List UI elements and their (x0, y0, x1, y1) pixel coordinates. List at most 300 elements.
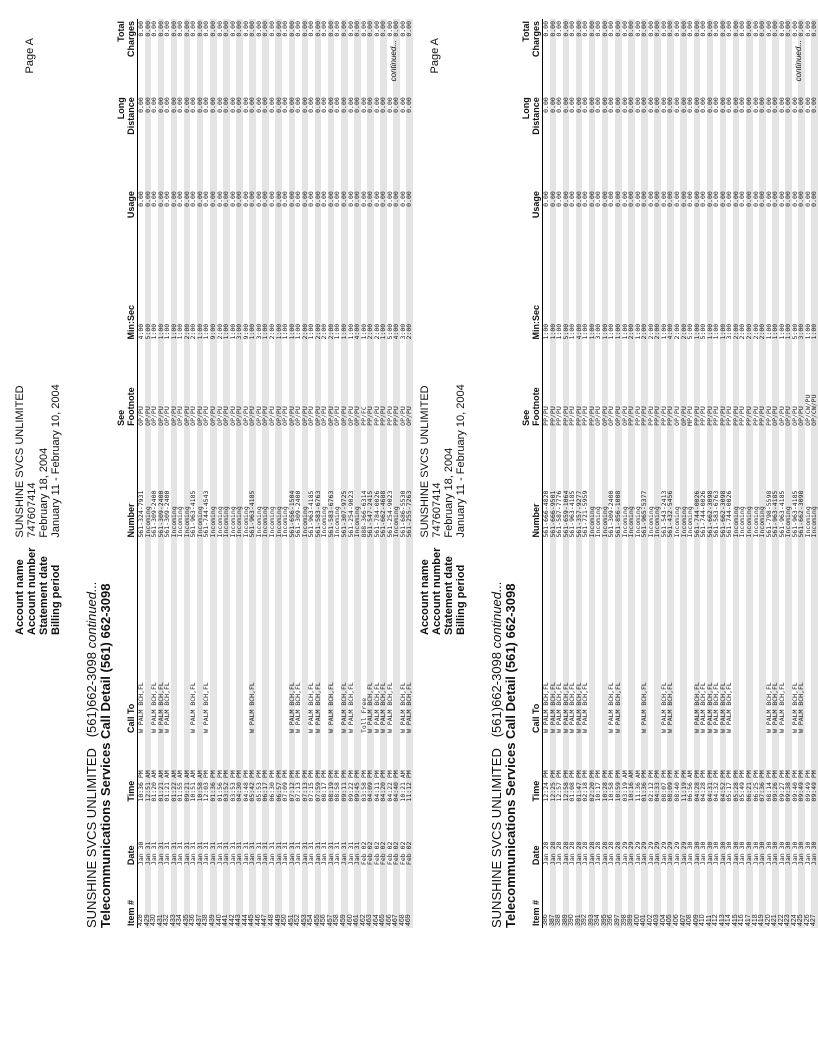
cell-total-charges: 0.00 (811, 19, 818, 95)
cell-usage: 0.00 (725, 191, 734, 207)
cell-usage: 0.00 (542, 191, 551, 207)
cell-item: 417 (746, 867, 753, 928)
cell-time: 08:17 PM (320, 770, 329, 802)
cell-long-distance: 0.00 (712, 97, 721, 113)
cell-footnote: OP/PU (150, 406, 159, 426)
cell-date: Jan 30 (699, 841, 708, 866)
cell-date: Jan 29 (646, 841, 655, 866)
cell-item: 389 (563, 867, 570, 928)
cell-time: 05:42 PM (249, 735, 256, 804)
cell-total-charges: 0.00 (315, 19, 322, 95)
cell-long-distance: 0.00 (341, 95, 348, 189)
cell-usage: 0.00 (281, 191, 290, 207)
cell-call-to: W PALM BCH,FL (712, 682, 721, 734)
cell-item: 416 (738, 914, 746, 926)
cell-date: Jan 31 (249, 804, 256, 867)
cell-total-charges: 0.00 (594, 21, 603, 37)
cell-time: 05:49 PM (738, 770, 747, 802)
cell-time: 10:36 PM (137, 770, 146, 802)
cell-item: 425 (798, 867, 805, 928)
cell-total-charges: 0.00 (712, 21, 721, 37)
cell-item: 409 (694, 867, 701, 928)
billing-period: January 11 - February 10, 2004 (50, 384, 62, 538)
cell-call-to: W PALM BCH,FL (372, 682, 381, 734)
cell-total-charges: 0.00 (555, 21, 564, 37)
cell-time: 09:49 PM (803, 770, 812, 802)
cell-usage: 0.00 (680, 189, 687, 265)
cell-footnote: OP/PU (798, 342, 805, 428)
cell-time: 10:59 PM (615, 735, 622, 804)
col-item: Item # (126, 899, 136, 926)
cell-total-charges: 0.00 (150, 21, 159, 37)
cell-item: 426 (803, 914, 811, 926)
cell-total-charges: 0.00 (398, 21, 407, 37)
cell-total-charges: 0.00 (215, 21, 224, 37)
cell-time: 02:20 PM (589, 735, 596, 804)
cell-item: 462 (359, 914, 367, 926)
cell-minsec: 1:00 (341, 265, 348, 341)
cell-item: 467 (393, 867, 400, 928)
cell-minsec: 1:00 (602, 265, 609, 341)
cell-long-distance: 0.00 (777, 97, 786, 113)
cell-item: 452 (294, 914, 302, 926)
cell-number: 561-583-6763 (712, 490, 721, 538)
cell-usage: 0.00 (341, 189, 348, 265)
cell-long-distance: 0.00 (223, 95, 230, 189)
cell-call-to: W PALM BCH,FL (137, 682, 146, 734)
cell-footnote: OP/PU (241, 406, 250, 426)
cell-total-charges: 0.00 (210, 19, 217, 95)
cell-date: Jan 28 (568, 841, 577, 866)
cell-footnote: PP/PU (589, 342, 596, 428)
cell-minsec: 1:00 (712, 323, 721, 340)
cell-number: Incoming (176, 506, 185, 538)
cell-number: Incoming (241, 506, 250, 538)
cell-usage: 0.00 (359, 191, 368, 207)
cell-usage: 0.00 (646, 191, 655, 207)
cell-item: 386 (542, 914, 550, 926)
cell-time: 07:13 PM (302, 735, 309, 804)
cell-item: 400 (633, 914, 641, 926)
cell-number: Incoming (333, 506, 342, 538)
cell-time: 08:19 PM (328, 735, 335, 804)
cell-long-distance: 0.00 (576, 95, 583, 189)
cell-number: 561-309-2400 (158, 428, 165, 540)
cell-item: 393 (589, 867, 596, 928)
cell-number: Incoming (302, 428, 309, 540)
cell-total-charges: 0.00 (720, 19, 727, 95)
cell-total-charges: 0.00 (158, 19, 165, 95)
col-charges: Charges (531, 21, 541, 58)
cell-call-to: W PALM BCH,FL (249, 540, 256, 736)
cell-usage: 0.00 (289, 189, 296, 265)
cell-date: Jan 28 (555, 841, 564, 866)
cell-usage: 0.00 (628, 189, 635, 265)
cell-long-distance: 0.00 (602, 95, 609, 189)
cell-time: 12:58 PM (563, 735, 570, 804)
cell-footnote: PP/PU (646, 406, 655, 426)
account-name: SUNSHINE SVCS UNLIMITED (14, 385, 26, 538)
cell-item: 387 (550, 867, 557, 928)
cell-call-to (811, 540, 818, 736)
company-heading (489, 581, 504, 928)
cell-long-distance: 0.00 (581, 97, 590, 113)
cell-time: 11:19 PM (680, 735, 687, 804)
cell-time: 01:36 PM (210, 735, 217, 804)
cell-long-distance: 0.00 (406, 95, 413, 189)
cell-call-to: W PALM BCH,FL (555, 682, 564, 734)
cell-total-charges: 0.00 (654, 19, 661, 95)
cell-usage: 0.00 (607, 191, 616, 207)
cell-long-distance: 0.00 (672, 97, 681, 113)
cell-footnote: OP/PU (294, 406, 303, 426)
cell-usage: 0.00 (367, 189, 374, 265)
cell-long-distance: 0.00 (641, 95, 648, 189)
cell-minsec: 2:00 (406, 265, 413, 341)
cell-usage: 0.00 (746, 189, 753, 265)
cell-minsec: 2:00 (759, 265, 766, 341)
cell-long-distance: 0.00 (568, 97, 577, 113)
cell-number: 561-662-3098 (720, 428, 727, 540)
cell-number: 561-587-7776 (555, 490, 564, 538)
cell-footnote: OP/PU (302, 342, 309, 428)
cell-minsec: 1:00 (380, 265, 387, 341)
col-total: Total (521, 21, 531, 42)
cell-usage: 0.00 (176, 191, 185, 207)
cell-item: 414 (725, 914, 733, 926)
cell-total-charges: 0.00 (228, 21, 237, 37)
cell-long-distance: 0.00 (281, 97, 290, 113)
cell-usage: 0.00 (581, 191, 590, 207)
cell-footnote: OP/PU (228, 406, 237, 426)
cell-time: 07:36 PM (759, 735, 766, 804)
cell-footnote: PP/PU (725, 406, 734, 426)
cell-item: 460 (346, 914, 354, 926)
cell-usage: 0.00 (215, 191, 224, 207)
cell-minsec: 1:00 (607, 323, 616, 340)
cell-usage: 0.00 (210, 189, 217, 265)
continued-footer: continued... (794, 40, 803, 82)
cell-date: Jan 30 (777, 841, 786, 866)
cell-number: Incoming (633, 506, 642, 538)
cell-usage: 0.00 (398, 191, 407, 207)
cell-date: Jan 31 (302, 804, 309, 867)
cell-date: Jan 28 (602, 804, 609, 867)
cell-time: 11:36 AM (633, 770, 642, 802)
cell-item: 412 (712, 914, 720, 926)
cell-time: 10:58 PM (607, 770, 616, 802)
cell-time: 10:58 AM (197, 735, 204, 804)
cell-item: 434 (176, 914, 184, 926)
cell-usage: 0.00 (333, 191, 342, 207)
cell-date: Jan 31 (333, 841, 342, 866)
cell-usage: 0.00 (171, 189, 178, 265)
cell-total-charges: 0.00 (354, 19, 361, 95)
cell-item: 408 (686, 914, 694, 926)
col-time: Time (531, 780, 541, 802)
cell-time: 04:48 PM (241, 770, 250, 802)
section-title: Telecommunications Services Call Detail (561) 662-3098 (98, 583, 113, 928)
cell-long-distance: 0.00 (158, 95, 165, 189)
cell-minsec: 2:00 (215, 323, 224, 340)
cell-usage: 0.00 (620, 191, 629, 207)
cell-total-charges: 0.00 (307, 21, 316, 37)
cell-number: 561-666-9501 (550, 428, 557, 540)
cell-time: 07:15 PM (307, 770, 316, 802)
cell-number: Incoming (594, 506, 603, 538)
cell-footnote: OP/PU (620, 406, 629, 426)
cell-time: 05:17 PM (725, 770, 734, 802)
cell-call-to: W PALM BCH,FL (150, 682, 159, 734)
cell-footnote: PP/PU (550, 342, 557, 428)
cell-item: 397 (615, 867, 622, 928)
cell-long-distance: 0.00 (197, 95, 204, 189)
cell-usage: 0.00 (803, 191, 812, 207)
cell-item: 404 (659, 914, 667, 926)
cell-item: 432 (163, 914, 171, 926)
cell-minsec: 1:00 (281, 323, 290, 340)
cell-number: Incoming (620, 506, 629, 538)
cell-footnote: OP/PU (672, 406, 681, 426)
cell-long-distance: 0.00 (210, 95, 217, 189)
cell-item: 431 (158, 867, 165, 928)
cell-total-charges: 0.00 (406, 19, 413, 95)
cell-total-charges: 0.00 (393, 19, 400, 95)
cell-total-charges: 0.00 (241, 21, 250, 37)
section-title: Telecommunications Services Call Detail (561) 662-3098 (503, 583, 518, 928)
cell-total-charges: 0.00 (550, 19, 557, 95)
cell-long-distance: 0.00 (171, 95, 178, 189)
col-date: Date (531, 845, 541, 866)
cell-item: 424 (790, 914, 798, 926)
cell-footnote: OP/PU (772, 342, 779, 428)
cell-item: 421 (772, 867, 779, 928)
cell-number: 561-432-5456 (667, 428, 674, 540)
cell-date: Feb 02 (385, 841, 394, 866)
cell-minsec: 1:00 (764, 323, 773, 340)
cell-number: Incoming (733, 428, 740, 540)
cell-minsec: 1:00 (249, 265, 256, 341)
cell-time: 02:18 PM (581, 770, 590, 802)
col-total: Total (116, 21, 126, 42)
cell-footnote: OP/PU (262, 342, 269, 428)
cell-footnote: PP/PU (385, 406, 394, 426)
cell-long-distance: 0.00 (680, 95, 687, 189)
cell-number: Incoming (320, 506, 329, 538)
cell-date: Jan 28 (581, 841, 590, 866)
statement-date-label: Statement date (443, 556, 455, 635)
cell-time: 01:47 PM (576, 735, 583, 804)
cell-usage: 0.00 (228, 191, 237, 207)
cell-usage: 0.00 (568, 191, 577, 207)
cell-number: Incoming (811, 428, 818, 540)
cell-minsec: 4:00 (354, 265, 361, 341)
cell-total-charges: 0.00 (223, 19, 230, 95)
cell-footnote: OP/PU (176, 406, 185, 426)
cell-item: 399 (628, 867, 635, 928)
cell-long-distance: 0.00 (294, 97, 303, 113)
cell-total-charges: 0.00 (184, 19, 191, 95)
cell-number: Incoming (602, 428, 609, 540)
col-call-to: Call To (531, 703, 541, 734)
cell-date: Jan 31 (294, 841, 303, 866)
cell-time: 08:07 PM (659, 770, 668, 802)
continued-footer: continued... (389, 40, 398, 82)
cell-date: Jan 31 (228, 841, 237, 866)
cell-footnote: PP/PU (568, 406, 577, 426)
cell-minsec: 1:00 (550, 265, 557, 341)
cell-long-distance: 0.00 (315, 95, 322, 189)
cell-number: Incoming (145, 428, 152, 540)
cell-usage: 0.00 (307, 191, 316, 207)
cell-time: 09:26 PM (772, 735, 779, 804)
cell-footnote: OP/PU (223, 342, 230, 428)
cell-usage: 0.00 (672, 191, 681, 207)
cell-item: 429 (145, 867, 152, 928)
cell-item: 437 (197, 867, 204, 928)
cell-footnote: PP/PU (659, 406, 668, 426)
cell-usage: 0.00 (633, 191, 642, 207)
cell-long-distance: 0.00 (202, 97, 211, 113)
cell-date: Jan 29 (620, 841, 629, 866)
cell-time: 06:21 PM (746, 735, 753, 804)
cell-time: 03:53 PM (228, 770, 237, 802)
cell-item: 419 (759, 867, 766, 928)
cell-usage: 0.00 (777, 191, 786, 207)
cell-item: 423 (785, 867, 792, 928)
col-long: Long (116, 97, 126, 120)
cell-number: 561-659-1064 (563, 428, 570, 540)
cell-total-charges: 0.00 (346, 21, 355, 37)
cell-call-to: W PALM BCH,FL (550, 540, 557, 736)
cell-minsec: 3:00 (236, 265, 243, 341)
col-see: See (521, 409, 531, 426)
cell-time: 04:28 PM (694, 735, 701, 804)
cell-usage: 0.00 (589, 189, 596, 265)
cell-footnote: OP/PU (202, 406, 211, 426)
col-minsec: Min:Sec (126, 304, 136, 340)
cell-usage: 0.00 (354, 189, 361, 265)
cell-date: Jan 31 (145, 804, 152, 867)
cell-total-charges: 0.00 (589, 19, 596, 95)
statement-date-label: Statement date (38, 556, 50, 635)
cell-item: 420 (764, 914, 772, 926)
cell-total-charges: 0.00 (667, 19, 674, 95)
cell-item: 406 (672, 914, 680, 926)
cell-number: Incoming (672, 506, 681, 538)
cell-minsec: 1:00 (346, 323, 355, 340)
col-call-to: Call To (126, 703, 136, 734)
cell-total-charges: 0.00 (328, 19, 335, 95)
cell-long-distance: 0.00 (563, 95, 570, 189)
cell-number: 561-583-6763 (328, 428, 335, 540)
cell-call-to: W PALM BCH,FL (699, 682, 708, 734)
cell-time: 10:51 AM (189, 770, 198, 802)
cell-number: Incoming (738, 506, 747, 538)
cell-date: Jan 31 (354, 804, 361, 867)
cell-total-charges: 0.00 (680, 19, 687, 95)
cell-minsec: 1:00 (785, 265, 792, 341)
cell-long-distance: 0.00 (790, 97, 799, 113)
cell-date: Jan 31 (215, 841, 224, 866)
cell-usage: 0.00 (184, 189, 191, 265)
cell-item: 403 (654, 867, 661, 928)
cell-item: 445 (249, 867, 256, 928)
cell-call-to: W PALM BCH,FL (367, 540, 374, 736)
cell-call-to: W PALM BCH,FL (380, 540, 387, 736)
cell-long-distance: 0.00 (176, 97, 185, 113)
cell-number: Incoming (785, 428, 792, 540)
billing-period-label: Billing period (50, 564, 62, 635)
cell-usage: 0.00 (393, 189, 400, 265)
cell-time: 04:40 PM (393, 735, 400, 804)
cell-footnote: OP/PU (785, 342, 792, 428)
cell-call-to: W PALM BCH,FL (777, 682, 786, 734)
cell-total-charges: 0.00 (738, 21, 747, 37)
cell-usage: 0.00 (699, 191, 708, 207)
cell-date: Feb 02 (398, 841, 407, 866)
cell-total-charges: 0.00 (746, 19, 753, 95)
cell-date: Jan 31 (236, 804, 243, 867)
cell-usage: 0.00 (158, 189, 165, 265)
cell-total-charges: 0.00 (249, 19, 256, 95)
cell-number: 561-744-0026 (725, 490, 734, 538)
cell-call-to: W PALM BCH,FL (307, 682, 316, 734)
cell-number: 561-324-7931 (137, 490, 146, 538)
cell-footnote: OP/PU (594, 406, 603, 426)
cell-usage: 0.00 (563, 189, 570, 265)
cell-item: 413 (720, 867, 727, 928)
cell-usage: 0.00 (315, 189, 322, 265)
cell-usage: 0.00 (145, 189, 152, 265)
cell-long-distance: 0.00 (307, 97, 316, 113)
cell-item: 392 (581, 914, 589, 926)
cell-number: 561-721-5959 (581, 490, 590, 538)
cell-long-distance: 0.00 (267, 97, 276, 113)
cell-item: 442 (228, 914, 236, 926)
cell-time: 10:28 PM (602, 735, 609, 804)
cell-number: Incoming (803, 506, 812, 538)
cell-usage: 0.00 (197, 189, 204, 265)
cell-item: 469 (406, 867, 413, 928)
cell-number: 561-309-2400 (294, 490, 303, 538)
cell-minsec: 2:00 (641, 265, 648, 341)
cell-minsec: 3:00 (725, 323, 734, 340)
cell-item: 439 (210, 867, 217, 928)
cell-number: Incoming (184, 428, 191, 540)
company-name: SUNSHINE SVCS UNLIMITED (84, 748, 99, 928)
cell-call-to: W PALM BCH,FL (798, 540, 805, 736)
cell-time: 07:09 PM (281, 770, 290, 802)
cell-minsec: 1:00 (163, 323, 172, 340)
cell-item: 405 (667, 867, 674, 928)
cell-number: 561-662-4688 (380, 428, 387, 540)
cell-footnote: PP/PU (733, 342, 740, 428)
cell-time: 01:20 AM (150, 770, 159, 802)
cell-time: 06:57 PM (275, 735, 282, 804)
cell-usage: 0.00 (550, 189, 557, 265)
cell-date: Jan 30 (751, 841, 760, 866)
cell-usage: 0.00 (262, 189, 269, 265)
cell-total-charges: 0.00 (798, 19, 805, 95)
cell-footnote: OP/PU (777, 406, 786, 426)
cell-call-to: W PALM BCH,FL (581, 682, 590, 734)
cell-date: Jan 28 (594, 841, 603, 866)
cell-footnote: OP/PU (333, 406, 342, 426)
cell-long-distance: 0.00 (262, 95, 269, 189)
account-name-label: Account name (419, 559, 431, 635)
cell-minsec: 1:00 (803, 323, 812, 340)
